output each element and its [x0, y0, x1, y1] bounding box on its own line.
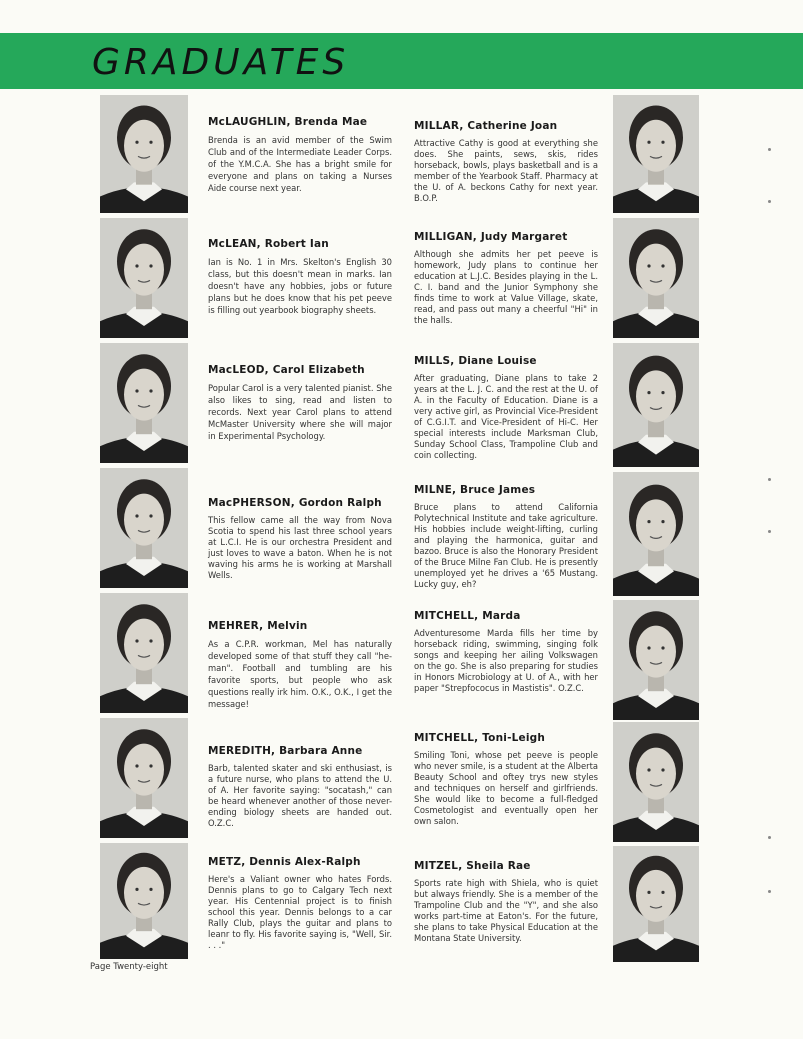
- graduate-bio: Popular Carol is a very talented pianist. She also likes to sing, read and listen to records. Next year Carol plans to attend McMaster University where she will major in Experimental Psychology.: [208, 383, 392, 441]
- graduate-bio: Adventuresome Marda fills her time by horseback riding, swimming, singing folk songs and keeping her ailing Volkswagen on the go. She is also preparing for studies in Honors Microbiology at U. of A., with her paper "Strepfococus in Mastistis". O.Z.C.: [414, 628, 598, 693]
- page-number: Page Twenty-eight: [90, 962, 168, 972]
- portrait-photo: [613, 600, 699, 720]
- portrait-silhouette: [100, 343, 188, 463]
- graduate-name: MILLS, Diane Louise: [414, 355, 537, 367]
- portrait-photo: [613, 95, 699, 213]
- portrait-silhouette: [100, 218, 188, 338]
- graduate-name: MITCHELL, Toni-Leigh: [414, 732, 546, 744]
- graduate-bio: This fellow came all the way from Nova Scotia to spend his last three school years at L.C.I. He is our orchestra President and just loves to wave a baton. When he is not waving his arms he is working at Marshall Wells.: [208, 515, 392, 580]
- graduate-name: MEHRER, Melvin: [208, 620, 308, 632]
- graduate-name: McLEAN, Robert Ian: [208, 238, 329, 250]
- portrait-silhouette: [613, 600, 699, 720]
- portrait-photo: [100, 218, 188, 338]
- portrait-photo: [613, 343, 699, 467]
- portrait-silhouette: [100, 593, 188, 713]
- header-banner: [0, 33, 803, 89]
- graduate-bio: Here's a Valiant owner who hates Fords. Dennis plans to go to Calgary Tech next year. His Centennial project is to finish school this year. Dennis belongs to a car Rally Club, plays the guitar and plans to leanr to fly. His favorite saying is, "Well, Sir. . . .": [208, 874, 392, 950]
- graduate-name: MITCHELL, Marda: [414, 610, 521, 622]
- graduate-bio: As a C.P.R. workman, Mel has naturally developed some of that stuff they call "he-man". Football and tumbling are his favorite sports, but people who ask questions really irk him. O.K., O.K., I get the message!: [208, 639, 392, 709]
- punch-mark: [768, 530, 771, 533]
- portrait-silhouette: [613, 846, 699, 962]
- portrait-silhouette: [100, 95, 188, 213]
- punch-mark: [768, 478, 771, 481]
- page-title: GRADUATES: [92, 42, 350, 83]
- graduate-bio: Ian is No. 1 in Mrs. Skelton's English 30 class, but this doesn't mean in marks. Ian doesn't have any hobbies, jobs or future plans but he does know that his pet peeve is filling out yearbook biography sheets.: [208, 257, 392, 315]
- graduate-name: MEREDITH, Barbara Anne: [208, 745, 363, 757]
- graduate-name: McLAUGHLIN, Brenda Mae: [208, 116, 368, 128]
- punch-mark: [768, 148, 771, 151]
- graduate-bio: Bruce plans to attend California Polytechnical Institute and take agriculture. His hobbies include weight-lifting, curling and playing the harmonica, guitar and bazoo. Bruce is also the Honorary President of the Bruce Milne Fan Club. He is presently unemployed yet he drives a '65 Mustang. Lucky guy, eh?: [414, 502, 598, 589]
- graduate-bio: Sports rate high with Shiela, who is quiet but always friendly. She is a member of the Trampoline Club and the "Y", and she also works part-time at Eaton's. For the future, she plans to take Physical Education at the Montana State University.: [414, 878, 598, 943]
- graduate-name: MILNE, Bruce James: [414, 484, 536, 496]
- portrait-photo: [100, 468, 188, 588]
- graduate-name: METZ, Dennis Alex-Ralph: [208, 856, 361, 868]
- graduate-bio: Brenda is an avid member of the Swim Club and of the Intermediate Leader Corps. of the Y.M.C.A. She has a bright smile for everyone and plans on taking a Nurses Aide course next year.: [208, 135, 392, 193]
- portrait-photo: [613, 846, 699, 962]
- portrait-photo: [613, 218, 699, 338]
- punch-mark: [768, 200, 771, 203]
- graduate-name: MacPHERSON, Gordon Ralph: [208, 497, 382, 509]
- punch-mark: [768, 890, 771, 893]
- graduate-bio: Barb, talented skater and ski enthusiast, is a future nurse, who plans to attend the U. of A. Her favorite saying: "socatash," can be heard whenever another of those never-ending biology sheets are handed out. O.Z.C.: [208, 763, 392, 828]
- portrait-photo: [100, 343, 188, 463]
- graduate-name: MacLEOD, Carol Elizabeth: [208, 364, 365, 376]
- portrait-silhouette: [613, 722, 699, 842]
- portrait-photo: [613, 722, 699, 842]
- portrait-photo: [100, 718, 188, 838]
- graduate-bio: Smiling Toni, whose pet peeve is people who never smile, is a student at the Alberta Beauty School and oftey trys new styles and techniques on herself and girlfriends. She would like to become a full-fledged Cosmetologist and eventually open her own salon.: [414, 750, 598, 826]
- portrait-silhouette: [613, 218, 699, 338]
- graduate-bio: Although she admits her pet peeve is homework, Judy plans to continue her education at L.J.C. Besides playing in the L. C. I. band and the Junior Symphony she finds time to work at Value Village, skate, read, and pass out many a cheerful "Hi" in the halls.: [414, 249, 598, 325]
- portrait-silhouette: [100, 718, 188, 838]
- graduate-bio: After graduating, Diane plans to take 2 years at the L. J. C. and the rest at the U. of A. in the Faculty of Education. Diane is a very active girl, as Provincial Vice-President of C.G.I.T. and Vice-President of Hi-C. Her special interests include Marksman Club, Sunday School Class, Trampoline Club and coin collecting.: [414, 373, 598, 460]
- graduate-name: MILLIGAN, Judy Margaret: [414, 231, 568, 243]
- portrait-silhouette: [100, 843, 188, 959]
- punch-mark: [768, 836, 771, 839]
- portrait-photo: [100, 843, 188, 959]
- portrait-silhouette: [613, 472, 699, 596]
- portrait-silhouette: [613, 343, 699, 467]
- portrait-photo: [100, 95, 188, 213]
- portrait-photo: [613, 472, 699, 596]
- graduate-bio: Attractive Cathy is good at everything she does. She paints, sews, skis, rides horseback, bowls, plays basketball and is a member of the Yearbook Staff. Pharmacy at the U. of A. beckons Cathy for next year. B.O.P.: [414, 138, 598, 203]
- portrait-silhouette: [613, 95, 699, 213]
- graduate-name: MILLAR, Catherine Joan: [414, 120, 558, 132]
- portrait-photo: [100, 593, 188, 713]
- graduate-name: MITZEL, Sheila Rae: [414, 860, 531, 872]
- portrait-silhouette: [100, 468, 188, 588]
